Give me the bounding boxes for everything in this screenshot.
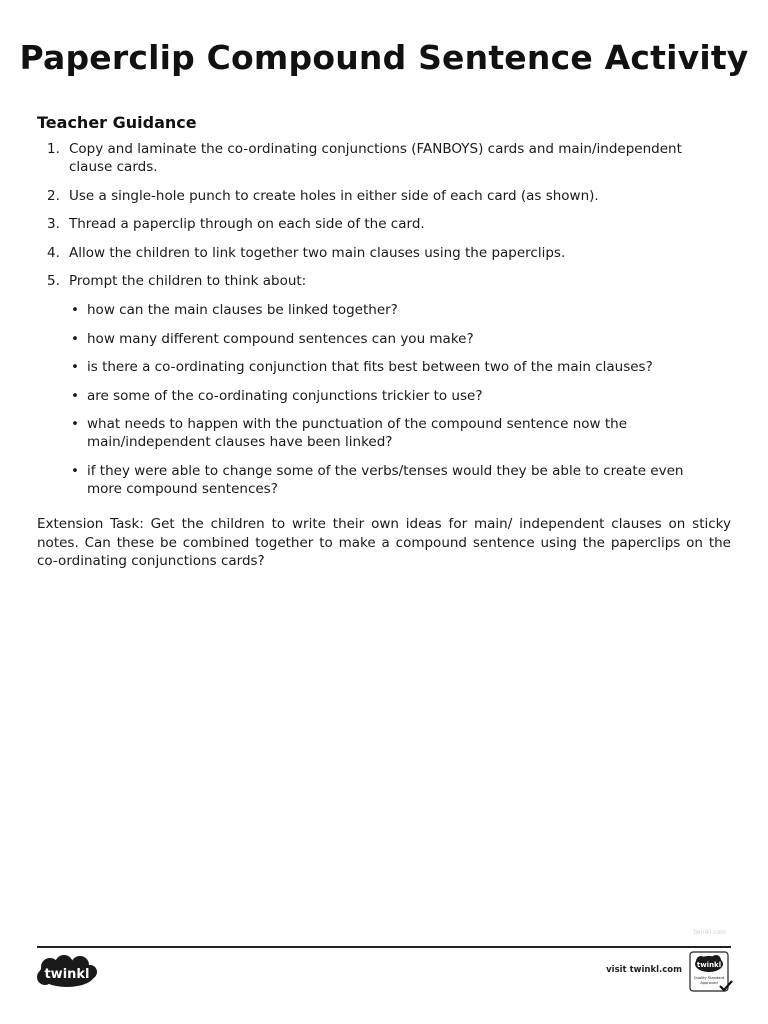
section-heading: Teacher Guidance	[37, 113, 197, 132]
step-text: Prompt the children to think about:	[69, 273, 307, 289]
prompt-text: are some of the co-ordinating conjunctions trickier to use?	[87, 387, 483, 404]
watermark-text: twinkl.com	[693, 929, 726, 936]
step-item	[37, 215, 707, 233]
prompt-item	[69, 415, 707, 451]
prompt-text: how many different compound sentences can you make?	[87, 330, 474, 347]
step-number: 2.	[47, 187, 60, 204]
step-text: Allow the children to link together two main clauses using the paperclips.	[69, 244, 566, 261]
step-number: 5.	[47, 273, 60, 289]
step-number: 4.	[47, 244, 60, 261]
prompt-item	[69, 330, 707, 348]
step-text: Thread a paperclip through on each side of the card.	[69, 216, 425, 232]
quality-standard-badge	[689, 951, 733, 993]
bullet-icon: •	[71, 302, 79, 318]
step-number: 3.	[47, 216, 60, 232]
step-item	[37, 244, 707, 262]
prompt-bullet-list	[69, 301, 707, 498]
prompt-item	[69, 301, 707, 319]
step-text: Copy and laminate the co-ordinating conjunctions (FANBOYS) cards and main/independent clause cards.	[69, 141, 682, 175]
twinkl-logo[interactable]	[36, 955, 98, 989]
footer-divider	[37, 946, 731, 948]
guidance-steps-list	[37, 140, 707, 508]
page-title: Paperclip Compound Sentence Activity	[19, 38, 749, 77]
bullet-icon: •	[71, 416, 79, 432]
bullet-icon: •	[71, 359, 79, 375]
prompt-item	[69, 358, 707, 376]
visit-link[interactable]: visit twinkl.com	[606, 965, 682, 975]
prompt-text: if they were able to change some of the verbs/tenses would they be able to create even more compound sentences?	[87, 462, 684, 497]
prompt-item	[69, 462, 707, 498]
logo-text: twinkl	[44, 967, 90, 982]
prompt-text: how can the main clauses be linked together?	[87, 302, 398, 318]
step-item	[37, 187, 707, 205]
step-number: 1.	[47, 141, 60, 157]
prompt-text: what needs to happen with the punctuation of the compound sentence now the main/independent clauses have been linked?	[87, 416, 627, 450]
bullet-icon: •	[71, 387, 79, 404]
badge-brand-text: twinkl	[696, 961, 722, 969]
step-item	[37, 140, 707, 176]
prompt-text: is there a co-ordinating conjunction that fits best between two of the main clauses?	[87, 359, 653, 375]
bullet-icon: •	[71, 330, 79, 347]
badge-caption-line-2: Approved	[700, 981, 718, 985]
step-item	[37, 272, 707, 498]
bullet-icon: •	[71, 462, 79, 479]
prompt-item	[69, 387, 707, 405]
badge-caption-line-1: Quality Standard	[693, 976, 725, 980]
extension-task-paragraph: Extension Task: Get the children to write their own ideas for main/ independent clauses on sticky notes. Can these be combined together to make a compound sentence using the paperclips on the co-ordinating conjunctions cards?	[37, 516, 731, 569]
step-text: Use a single-hole punch to create holes in either side of each card (as shown).	[69, 187, 599, 204]
